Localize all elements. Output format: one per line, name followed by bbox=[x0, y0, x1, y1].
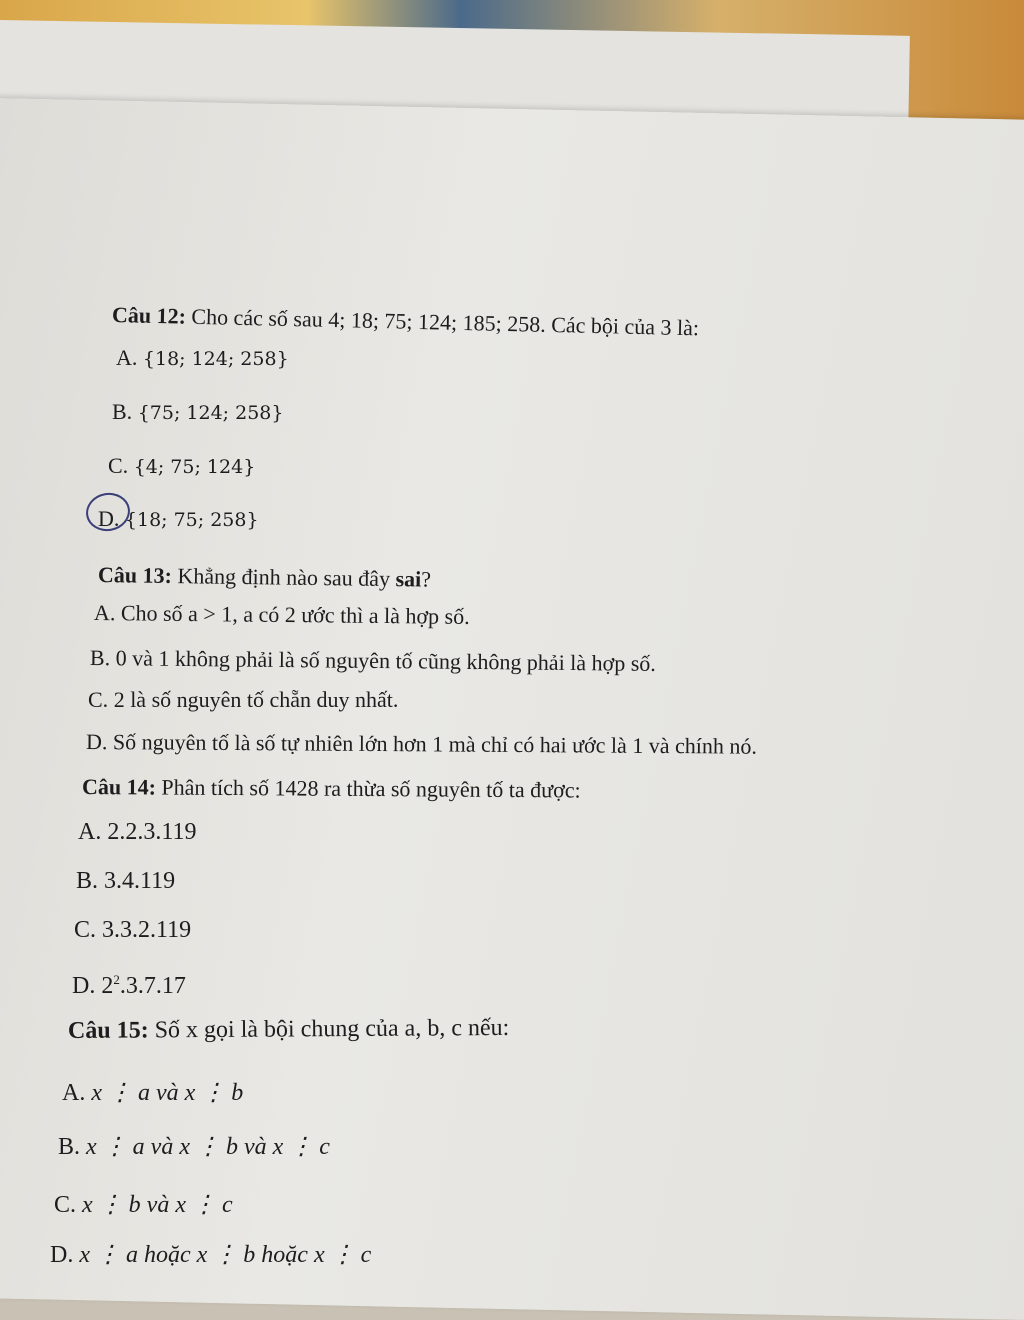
q15-option-d bbox=[50, 1240, 371, 1269]
q13-option-d bbox=[86, 729, 757, 760]
option-text: Số nguyên tố là số tự nhiên lớn hơn 1 mà chỉ có hai ước là 1 và chính nó. bbox=[112, 729, 758, 759]
option-text bbox=[101, 973, 186, 999]
option-text: 3.3.2.119 bbox=[102, 917, 192, 943]
option-text: x ⋮ a và x ⋮ b và x ⋮ c bbox=[86, 1134, 330, 1160]
option-text: {4; 75; 124} bbox=[133, 456, 256, 478]
option-letter: C. bbox=[74, 917, 97, 943]
option-letter: A. bbox=[62, 1080, 86, 1106]
option-letter: A. bbox=[93, 600, 116, 626]
option-letter: B. bbox=[76, 868, 99, 894]
option-letter: D. bbox=[72, 973, 96, 999]
option-text: x ⋮ a hoặc x ⋮ b hoặc x ⋮ c bbox=[79, 1242, 372, 1268]
q12-stem bbox=[112, 302, 700, 341]
q14-stem bbox=[82, 774, 581, 803]
q14-text: Phân tích số 1428 ra thừa số nguyên tố ta được: bbox=[161, 774, 581, 803]
q13-text: Khẳng định nào sau đây bbox=[177, 563, 396, 592]
option-letter: C. bbox=[54, 1192, 77, 1218]
q13-stem bbox=[98, 562, 431, 593]
q14-label: Câu 14: bbox=[81, 774, 157, 800]
q13-option-c bbox=[88, 687, 398, 713]
power-base: 2 bbox=[101, 973, 114, 999]
option-letter: A. bbox=[116, 345, 138, 370]
option-text: 2 là số nguyên tố chẵn duy nhất. bbox=[113, 687, 399, 712]
option-letter: B. bbox=[89, 645, 111, 671]
q13-emphasis: sai bbox=[395, 566, 422, 592]
option-letter: C. bbox=[108, 453, 129, 478]
option-letter: C. bbox=[88, 687, 109, 712]
option-letter: B. bbox=[58, 1134, 81, 1160]
q12-label: Câu 12: bbox=[111, 302, 187, 329]
option-text: {75; 124; 258} bbox=[137, 402, 284, 424]
q15-text: Số x gọi là bội chung của a, b, c nếu: bbox=[154, 1014, 510, 1044]
option-text: 0 và 1 không phải là số nguyên tố cũng không phải là hợp số. bbox=[115, 645, 656, 676]
power-rest: .3.7.17 bbox=[119, 973, 186, 999]
q14-option-b bbox=[76, 868, 175, 895]
option-text: {18; 124; 258} bbox=[142, 348, 289, 370]
q15-option-a bbox=[62, 1078, 243, 1107]
q12-text: Cho các số sau 4; 18; 75; 124; 185; 258. Các bội của 3 là: bbox=[191, 303, 700, 341]
q13-option-b bbox=[90, 645, 656, 677]
option-letter: D. bbox=[85, 729, 108, 755]
q12-option-a bbox=[116, 345, 289, 371]
option-letter: B. bbox=[112, 399, 133, 424]
q13-end: ? bbox=[421, 566, 432, 592]
q14-option-d bbox=[72, 972, 186, 1000]
q15-option-b bbox=[58, 1132, 330, 1161]
option-text: Cho số a > 1, a có 2 ước thì a là hợp số. bbox=[120, 600, 470, 629]
power-exponent: 2 bbox=[113, 972, 120, 987]
q14-option-c bbox=[74, 917, 191, 944]
option-text: x ⋮ b và x ⋮ c bbox=[82, 1192, 233, 1218]
option-text: x ⋮ a và x ⋮ b bbox=[91, 1080, 244, 1106]
q12-option-b bbox=[112, 399, 283, 425]
option-letter: D. bbox=[98, 506, 120, 531]
option-letter: A. bbox=[78, 819, 102, 845]
q13-option-a bbox=[94, 600, 470, 630]
q15-stem bbox=[68, 1015, 509, 1045]
option-text: 2.2.3.119 bbox=[107, 819, 197, 845]
q15-label: Câu 15: bbox=[67, 1017, 149, 1044]
q14-option-a bbox=[78, 819, 196, 846]
q15-option-c bbox=[54, 1190, 233, 1219]
q12-option-d bbox=[98, 506, 259, 532]
option-text: {18; 75; 258} bbox=[124, 509, 259, 531]
option-text: 3.4.119 bbox=[104, 868, 176, 894]
q12-option-c bbox=[108, 453, 255, 479]
q13-label: Câu 13: bbox=[97, 562, 173, 589]
option-letter: D. bbox=[50, 1242, 74, 1268]
